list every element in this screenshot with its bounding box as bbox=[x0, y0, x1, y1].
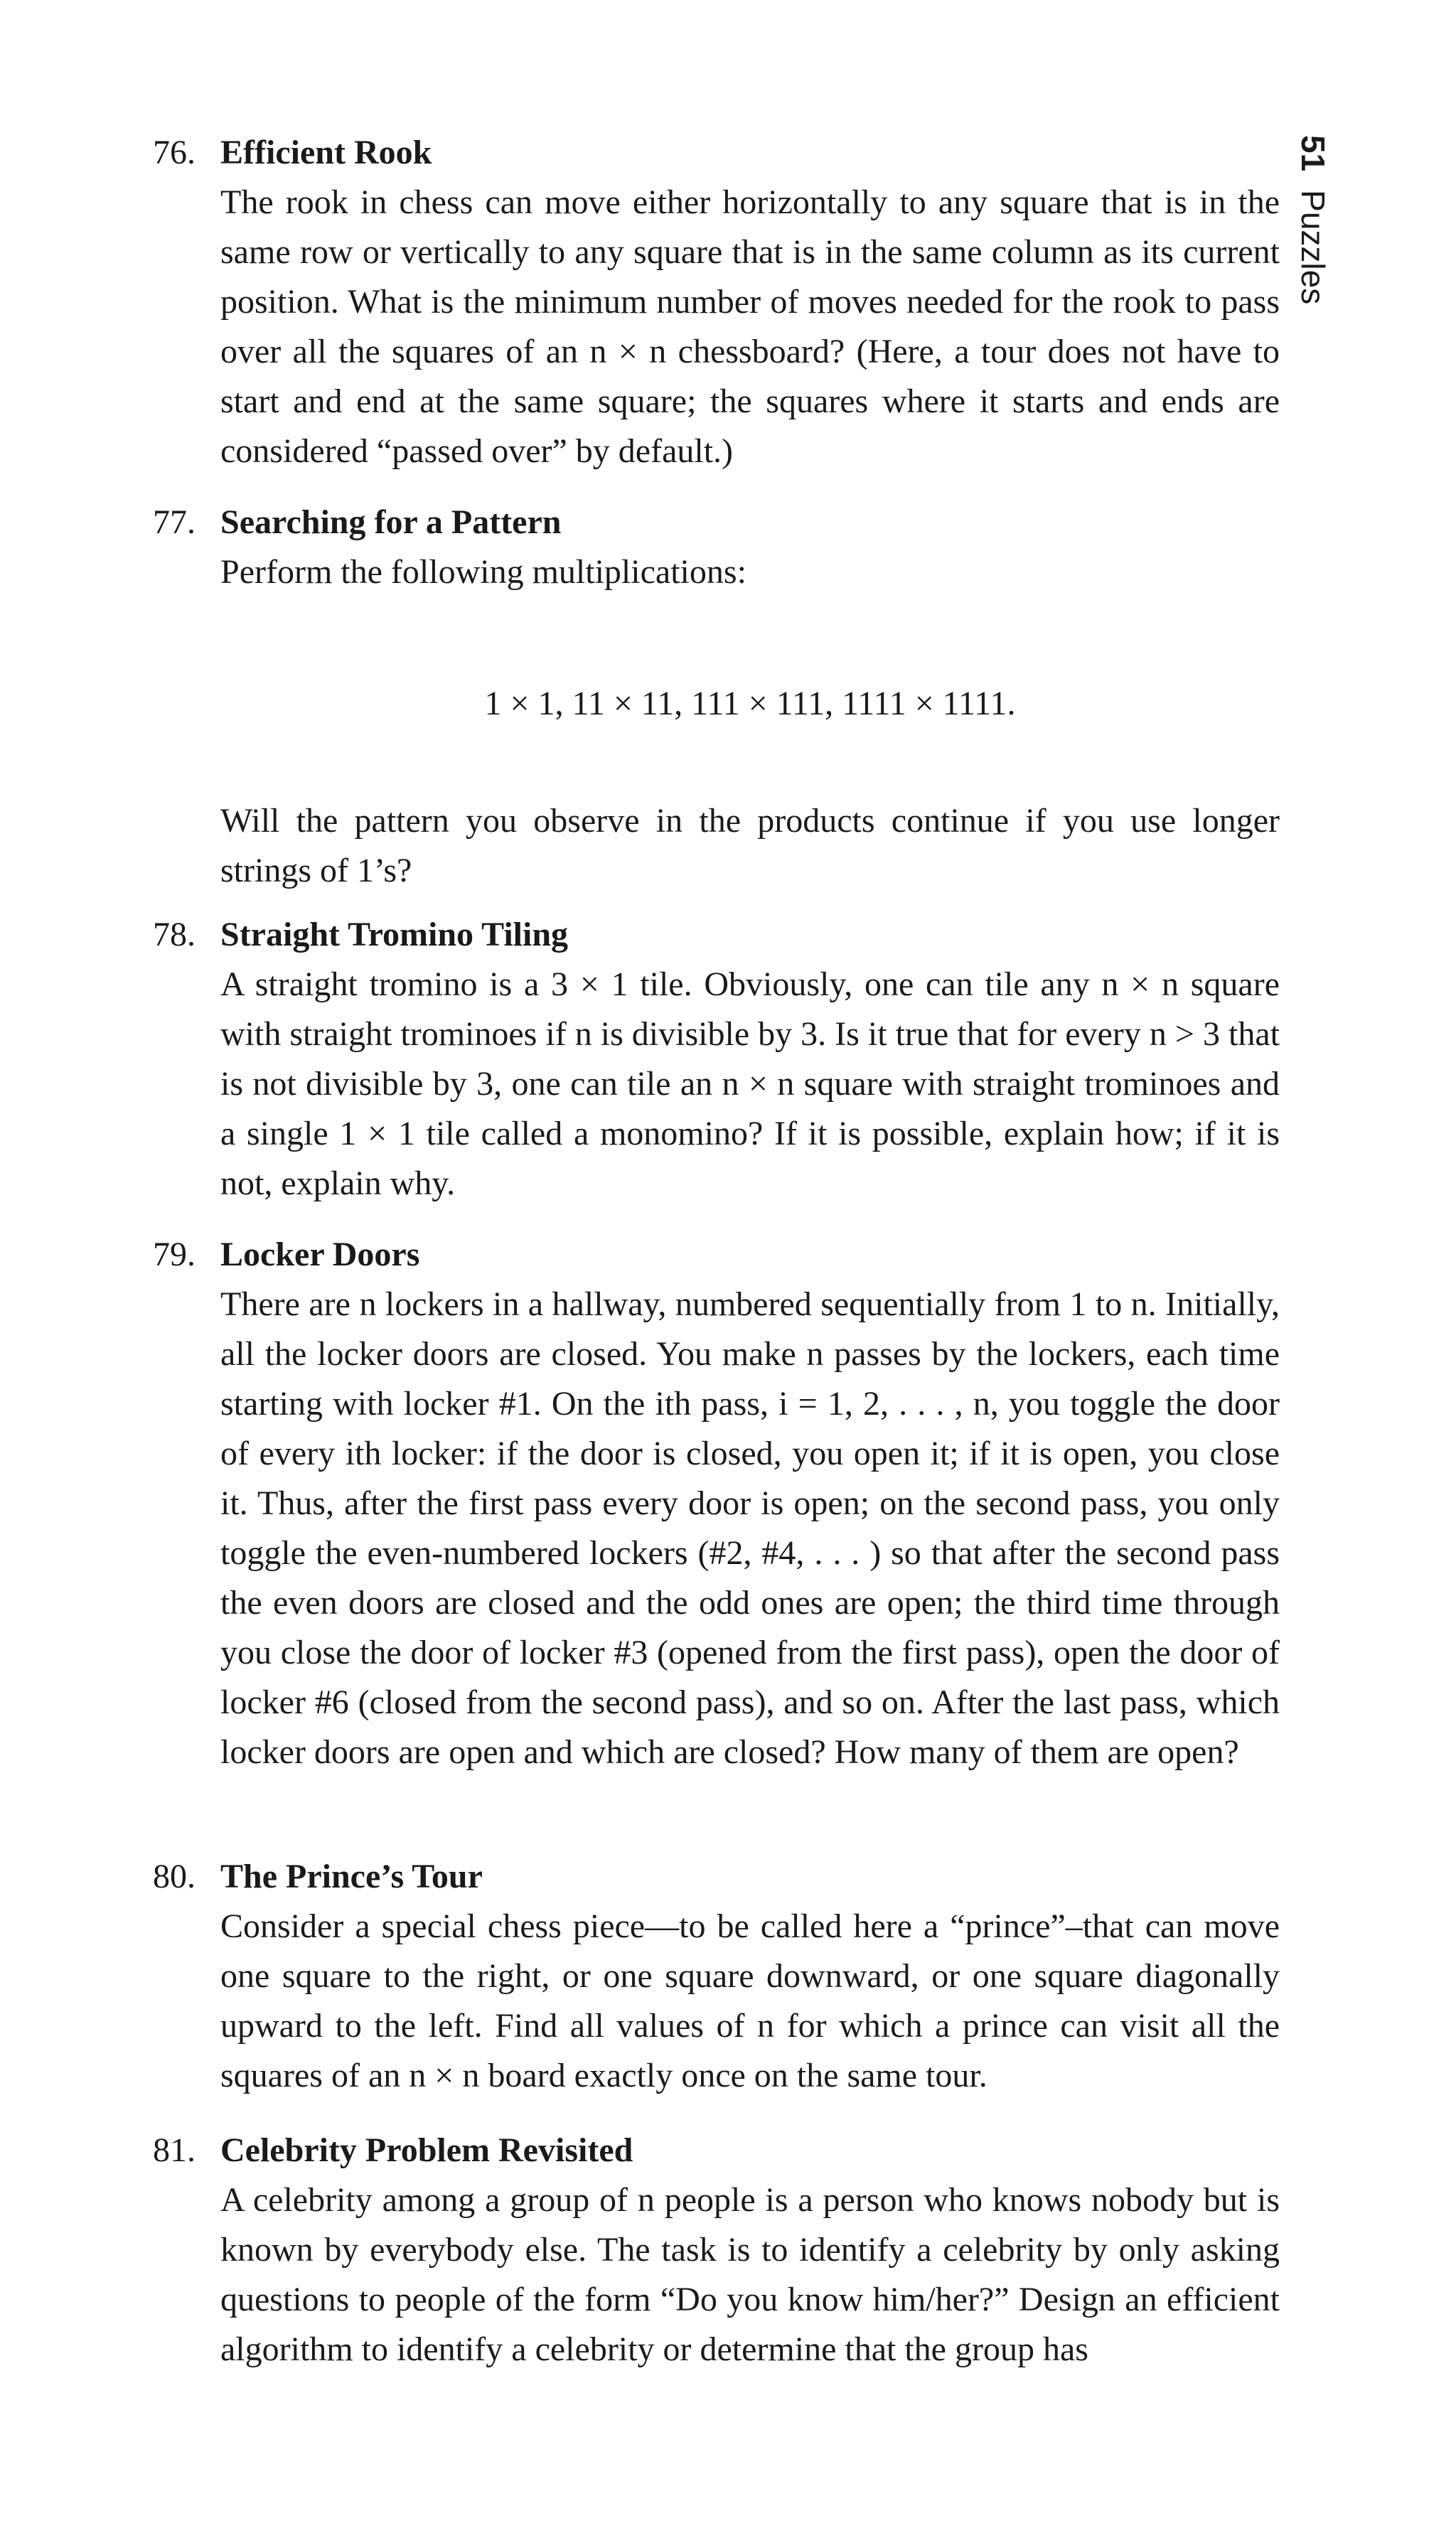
problem-title: Searching for a Pattern bbox=[220, 503, 562, 541]
display-formula: 1 × 1, 11 × 11, 111 × 111, 1111 × 1111. bbox=[484, 685, 1016, 722]
problem-text: There are n lockers in a hallway, numbered sequentially from 1 to n. Initially, all the locker doors are closed. You make n passes by the lockers, each time starting with locker #1. On the ith pass, i = 1, 2, . . . , n, you toggle the door of every ith locker: if the door is closed, you open it; if it is open, you close it. Thus, after the first pass every door is open; on the second pass, you only toggle the even-numbered lockers (#2, #4, . . . ) so that after the second pass the even doors are closed and the odd ones are open; the third time through you close the door of locker #3 (opened from the first pass), open the door of locker #6 (closed from the second pass), and so on. After the last pass, which locker doors are open and which are closed? How many of them are open? bbox=[220, 1285, 1280, 1771]
problem-title: Locker Doors bbox=[220, 1236, 420, 1273]
problem-80 bbox=[153, 1852, 1280, 2108]
problem-number: 81. bbox=[153, 2131, 196, 2169]
section-title: Puzzles bbox=[1295, 190, 1332, 305]
problem-number: 76. bbox=[153, 134, 196, 171]
problem-79 bbox=[153, 1230, 1280, 1834]
problem-title: Efficient Rook bbox=[220, 134, 432, 171]
problem-title: Celebrity Problem Revisited bbox=[220, 2131, 633, 2169]
problem-text: The rook in chess can move either horizontally to any square that is in the same row or vertically to any square that is in the same column as its current position. What is the minimum number of moves needed for the rook to pass over all the squares of an n × n chessboard? (Here, a tour does not have to start and end at the same square; the squares where it starts and ends are considered “passed over” by default.) bbox=[220, 183, 1280, 470]
problem-text-continued: Will the pattern you observe in the products continue if you use longer strings of 1’s? bbox=[220, 802, 1280, 889]
problem-text: A celebrity among a group of n people is a person who knows nobody but is known by everybody else. The task is to identify a celebrity by only asking questions to people of the form “Do you know him/her?” Design an efficient algorithm to identify a celebrity or determine that the group has bbox=[220, 2181, 1280, 2368]
problem-title: The Prince’s Tour bbox=[220, 1858, 483, 1895]
problem-text: Perform the following multiplications: bbox=[220, 553, 746, 591]
problem-78 bbox=[153, 910, 1280, 1216]
problem-81 bbox=[153, 2126, 1280, 2382]
page-number: 51 bbox=[1295, 135, 1332, 172]
problem-number: 79. bbox=[153, 1236, 196, 1273]
problem-text: A straight tromino is a 3 × 1 tile. Obviously, one can tile any n × n square with straight trominoes if n is divisible by 3. Is it true that for every n > 3 that is not divisible by 3, one can tile an n × n square with straight trominoes and a single 1 × 1 tile called a monomino? If it is possible, explain how; if it is not, explain why. bbox=[220, 965, 1280, 1202]
problem-title: Straight Tromino Tiling bbox=[220, 916, 569, 953]
problem-76 bbox=[153, 128, 1280, 476]
problem-number: 78. bbox=[153, 916, 196, 953]
problem-77 bbox=[153, 498, 1280, 896]
problem-number: 77. bbox=[153, 503, 196, 541]
problem-text: Consider a special chess piece—to be called here a “prince”–that can move one square to the right, or one square downward, or one square diagonally upward to the left. Find all values of n for which a prince can visit all the squares of an n × n board exactly once on the same tour. bbox=[220, 1907, 1280, 2094]
problem-number: 80. bbox=[153, 1858, 196, 1895]
